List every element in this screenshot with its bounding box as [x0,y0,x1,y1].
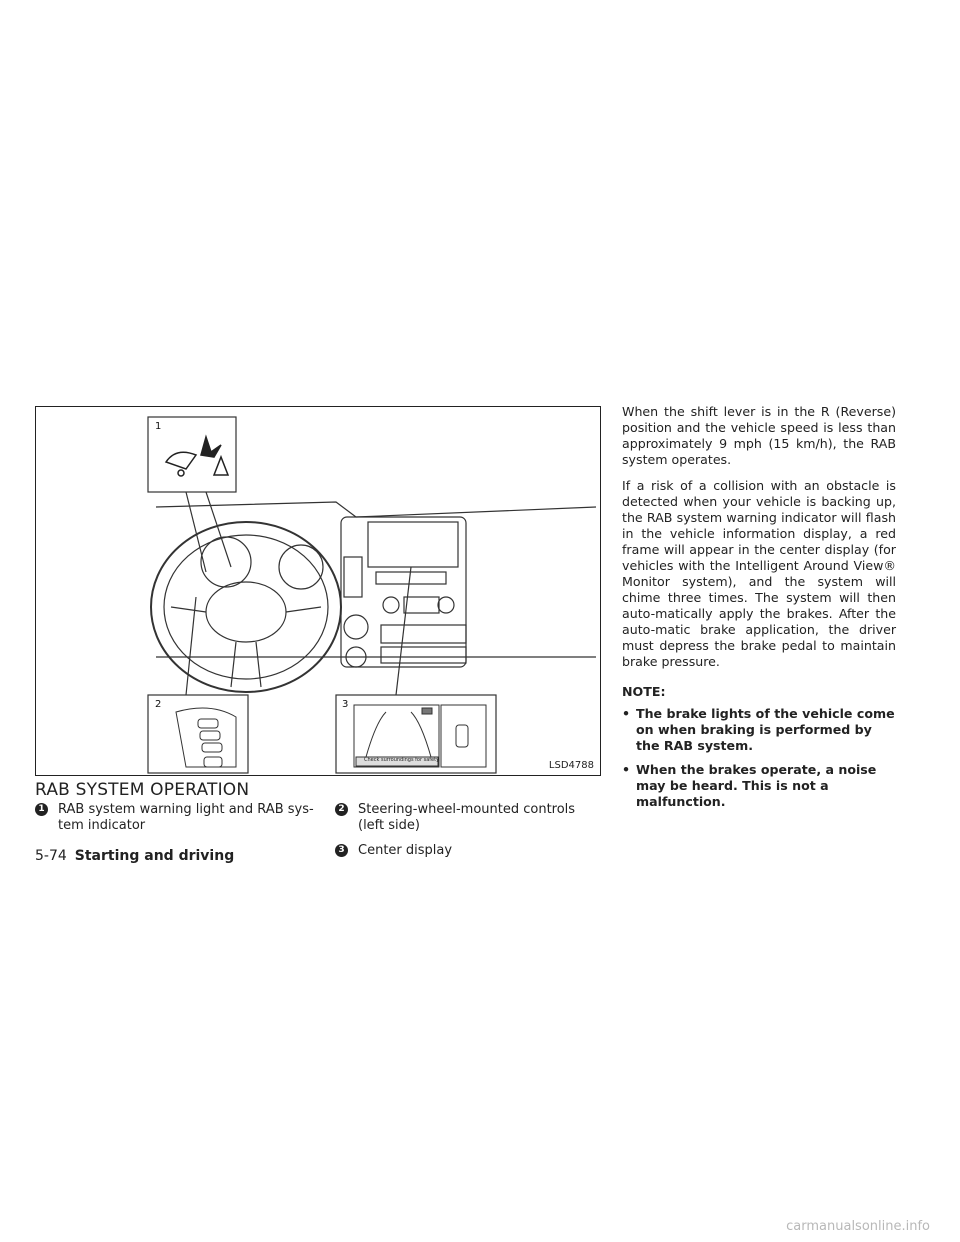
legend-text-3: Center display [358,843,453,858]
display-message: Check surroundings for safety. [364,757,440,763]
bullet-icon: • [622,706,631,721]
body-paragraph-2: If a risk of a collision with an obstacle is detected when your vehicle is backing up, the RAB system warning indicator will flash in the vehicle information display, a red frame will appear in the center display (for vehicles with the Intelligent Around View® Monitor system), and the system will chime three times. The system will then auto-matically apply the brakes. After the auto-matic brake application, the driver must depress the brake pedal to maintain brake pressure. [622,478,896,669]
legend-item-3 [335,843,601,859]
bullet-icon: • [622,762,631,777]
section-heading: RAB SYSTEM OPERATION [35,780,250,800]
page-footer [35,848,234,864]
body-column [622,404,896,818]
legend-text-2: Steering-wheel-mounted controls (left side) [358,802,576,833]
note-item [622,706,896,754]
legend-number-1: 1 [35,803,48,816]
chapter-title: Starting and driving [74,848,235,864]
dashboard-figure [35,406,601,776]
legend-text-1: RAB system warning light and RAB sys-tem indicator [58,802,314,833]
note-heading: NOTE: [622,684,666,699]
callout-number-1: 1 [155,421,162,432]
legend-item-2 [335,802,601,834]
watermark: carmanualsonline.info [786,1219,930,1234]
note-text-1: The brake lights of the vehicle come on when braking is performed by the RAB system. [636,706,895,753]
callout-number-3: 3 [342,699,349,710]
legend-item-1 [35,802,325,834]
callout-number-2: 2 [155,699,162,710]
dashboard-illustration [36,407,602,777]
note-list [622,706,896,810]
note-item [622,762,896,810]
figure-code: LSD4788 [548,760,594,771]
body-paragraph-1: When the shift lever is in the R (Reverse) position and the vehicle speed is less than approximately 9 mph (15 km/h), the RAB system operates. [622,404,896,467]
legend-number-2: 2 [335,803,348,816]
legend-number-3: 3 [335,844,348,857]
note-text-2: When the brakes operate, a noise may be heard. This is not a malfunction. [636,762,877,809]
page-number: 5-74 [35,848,67,864]
